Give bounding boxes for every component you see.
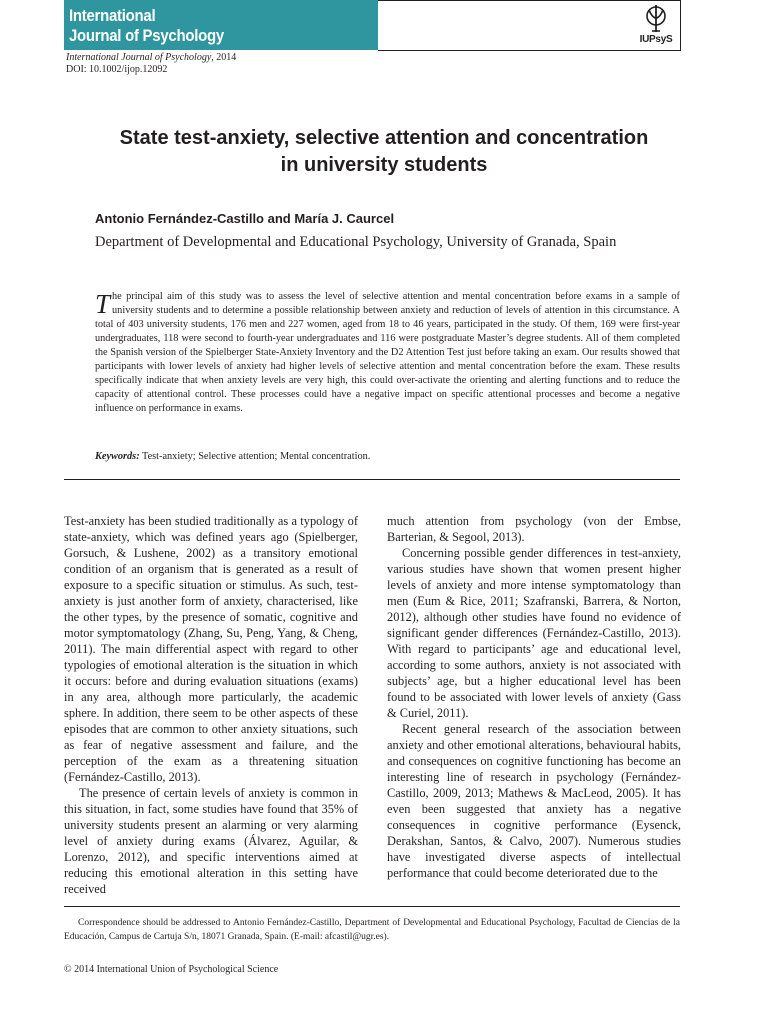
journal-name-line2: Journal of Psychology xyxy=(69,26,224,45)
title-line1: State test-anxiety, selective attention and concentration xyxy=(119,127,649,149)
paragraph: Concerning possible gender differences in test-anxiety, various studies have shown that women present higher levels of anxiety and more intense symptomatology than men (Eum & Rice, 2011; Szafranski, Barrera, & Norton, 2012), although other studies have found no evidence of significant gender differences (Fernández-Castillo, 2013). With regard to participants’ age and educational level, according to some authors, anxiety is not associated with subjects’ age, but a higher educational level has been found to be associated with lower levels of anxiety (Gass & Curiel, 2011). xyxy=(387,546,681,720)
logo-text: IUPsyS xyxy=(639,34,673,45)
doi: DOI: 10.1002/ijop.12092 xyxy=(66,64,168,75)
paragraph: Recent general research of the association between anxiety and other emotional alterations, behavioural habits, and consequences on cognitive functioning has become an interesting line of research in psychology (Fernández-Castillo, 2009, 2013; Mathews & MacLeod, 2005). It has even been suggested that anxiety has a negative consequences in cognitive performance (Eysenck, Derakshan, Santos, & Calvo, 2007). Numerous studies have investigated diverse aspects of intellectual performance that could become deteriorated due to the xyxy=(387,722,681,880)
copyright: © 2014 International Union of Psychological Science xyxy=(64,964,279,975)
keywords-text: Test-anxiety; Selective attention; Mental concentration. xyxy=(142,451,371,462)
iupsys-logo xyxy=(636,4,676,48)
abstract-text: he principal aim of this study was to assess the level of selective attention and mental concentration before exams in a sample of university students and to determine a possible relationship between anxiety and reduction of levels of attention in this circumstance. A total of 403 university students, 176 men and 227 women, aged from 18 to 46 years, participated in the study. Of them, 169 were first-year undergraduates, 118 were second to fourth-year undergraduates and 116 were postgraduate Master’s degree students. All of them completed the Spanish version of the Spielberger State-Anxiety Inventory and the D2 Attention Test just before taking an exam. Our results showed that participants with lower levels of anxiety had higher levels of selective attention and mental concentration before the exam. These results specifically indicate that when anxiety levels are very high, this could over-activate the orienting and alerting functions and to reduce the capacity of attentional control. These processes could have a negative impact on specific attentional processes and become a negative influence on performance in exams. xyxy=(95,291,680,414)
affiliation: Department of Developmental and Educational Psychology, University of Granada, Spain xyxy=(95,234,617,250)
journal-banner xyxy=(64,0,378,50)
section-divider xyxy=(64,479,680,480)
paragraph: The presence of certain levels of anxiety is common in this situation, in fact, some studies have found that 35% of university students present an alarming or very alarming level of anxiety during exams (Álvarez, Aguilar, & Lorenzo, 2012), and specific interventions aimed at reducing this emotional alteration in this setting have received xyxy=(64,786,358,896)
abstract-dropcap: T xyxy=(95,289,111,319)
title-line2: in university students xyxy=(280,154,488,176)
citation-journal: International Journal of Psychology xyxy=(66,52,212,63)
body-column-right xyxy=(387,513,681,881)
journal-name-line1: International xyxy=(69,6,156,25)
keywords xyxy=(95,451,370,462)
paragraph: Test-anxiety has been studied traditionally as a typology of state-anxiety, which was defined years ago (Spielberger, Gorsuch, & Lushene, 2002) as a transitory emotional condition of an organism that is generated as a result of exposure to a specific situation or stimulus. As such, test-anxiety is just another form of anxiety, characterised, like the other types, by the presence of somatic, cognitive and motor symptomatology (Zhang, Su, Peng, Yang, & Cheng, 2011). The main differential aspect with regard to other typologies of emotional alteration is the situation in which it occurs: before and during evaluation situations (exams) in any area, although more particularly, the academic sphere. In addition, there seem to be other aspects of these episodes that are common to other anxiety situations, such as fear of negative assessment and failure, and the perception of the exam as a threatening situation (Fernández-Castillo, 2013). xyxy=(64,514,358,784)
psi-globe-icon xyxy=(642,4,670,34)
correspondence-note: Correspondence should be addressed to Antonio Fernández-Castillo, Department of Developmental and Educational Psychology, Facultad de Ciencias de la Educación, Campus de Cartuja S/n, 18071 Granada, Spain. (E-mail: afcastil@ugr.es). xyxy=(64,918,680,942)
keywords-label: Keywords: xyxy=(95,451,140,462)
paragraph: much attention from psychology (von der Embse, Barterian, & Segool, 2013). xyxy=(387,514,681,544)
citation-year: , 2014 xyxy=(211,52,237,63)
paper-title xyxy=(64,125,704,179)
authors: Antonio Fernández-Castillo and María J. Caurcel xyxy=(95,211,395,226)
abstract xyxy=(95,290,680,416)
citation xyxy=(66,52,236,76)
footnote-divider xyxy=(64,906,680,907)
body-column-left xyxy=(64,513,358,897)
